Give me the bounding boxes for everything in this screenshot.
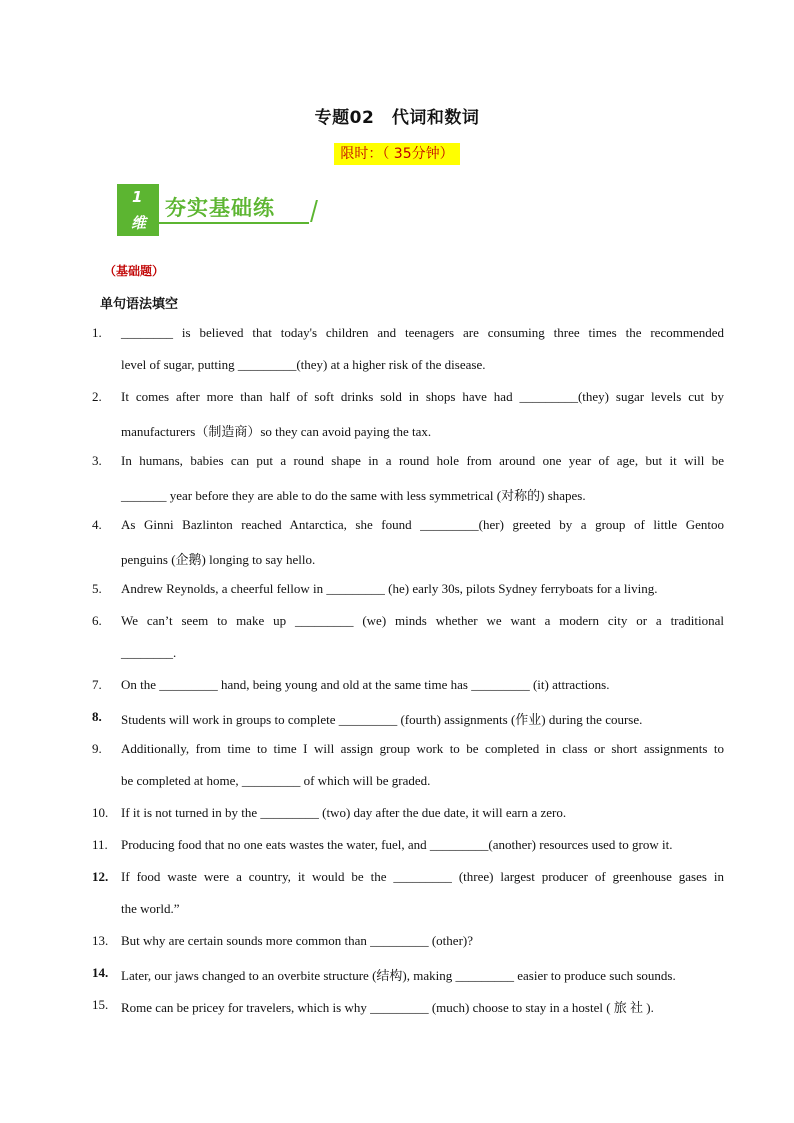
time-limit-label: 限时：（ 35分钟） xyxy=(334,143,459,165)
section-banner xyxy=(117,182,317,242)
question-item xyxy=(0,965,794,997)
question-text-line: manufacturers（制造商）so they can avoid paying the tax. xyxy=(121,424,432,439)
question-number: 3. xyxy=(92,453,102,468)
question-number: 11. xyxy=(92,837,108,852)
question-text-line: As Ginni Bazlinton reached Antarctica, she found _________(her) greeted by a group of little Gentoo xyxy=(121,517,724,532)
question-number: 13. xyxy=(92,933,109,948)
question-number: 4. xyxy=(92,517,102,532)
question-item xyxy=(0,453,794,517)
question-text-line: level of sugar, putting _________(they) at a higher risk of the disease. xyxy=(121,357,486,372)
question-text-line: the world.” xyxy=(121,901,180,916)
question-item xyxy=(0,997,794,1029)
question-item xyxy=(0,389,794,453)
banner-underline xyxy=(159,222,309,224)
question-text-line: If it is not turned in by the _________ (two) day after the due date, it will earn a zero. xyxy=(121,805,567,820)
question-text-line: penguins (企鹅) longing to say hello. xyxy=(121,552,316,567)
question-number: 8. xyxy=(92,709,102,724)
question-text-line: Rome can be pricey for travelers, which is why _________ (much) choose to stay in a hostel ( 旅 社 ). xyxy=(121,1000,654,1015)
question-item xyxy=(0,837,794,869)
question-text-line: Andrew Reynolds, a cheerful fellow in _________ (he) early 30s, pilots Sydney ferryboats for a living. xyxy=(121,581,658,596)
question-number: 7. xyxy=(92,677,102,692)
question-item xyxy=(0,517,794,581)
question-item xyxy=(0,709,794,741)
question-number: 10. xyxy=(92,805,109,820)
badge-text: 维 xyxy=(131,214,147,232)
question-text-line: Producing food that no one eats wastes the water, fuel, and _________(another) resources used to grow it. xyxy=(121,837,673,852)
question-text-line: We can’t seem to make up _________ (we) minds whether we want a modern city or a traditional xyxy=(121,613,724,628)
question-text-line: Later, our jaws changed to an overbite structure (结构), making _________ easier to produce such sounds. xyxy=(121,968,676,983)
question-item xyxy=(0,613,794,677)
section-title: 单句语法填空 xyxy=(100,297,179,312)
question-item xyxy=(0,325,794,389)
question-item xyxy=(0,869,794,933)
question-number: 5. xyxy=(92,581,102,596)
badge-number: 1 xyxy=(132,188,143,206)
question-text-line: be completed at home, _________ of which will be graded. xyxy=(121,773,431,788)
banner-label: 夯实基础练 xyxy=(165,196,275,220)
question-text-line: _______ year before they are able to do the same with less symmetrical (对称的) shapes. xyxy=(121,488,586,503)
question-text-line: If food waste were a country, it would be the _________ (three) largest producer of greenhouse gases in xyxy=(121,869,724,884)
question-text-line: ________. xyxy=(121,645,177,660)
question-text-line: ________ is believed that today's children and teenagers are consuming three times the recommended xyxy=(121,325,724,340)
question-text-line: Additionally, from time to time I will assign group work to be completed in class or short assignments to xyxy=(121,741,724,756)
banner-badge xyxy=(117,184,159,236)
question-number: 15. xyxy=(92,997,109,1012)
question-text-line: But why are certain sounds more common than _________ (other)? xyxy=(121,933,473,948)
question-text-line: On the _________ hand, being young and old at the same time has _________ (it) attractions. xyxy=(121,677,610,692)
question-item xyxy=(0,805,794,837)
question-text-line: It comes after more than half of soft drinks sold in shops have had _________(they) sugar levels cut by xyxy=(121,389,724,404)
question-item xyxy=(0,741,794,805)
question-item xyxy=(0,677,794,709)
question-text-line: Students will work in groups to complete _________ (fourth) assignments (作业) during the course. xyxy=(121,712,643,727)
category-label: （基础题） xyxy=(104,264,165,278)
question-number: 2. xyxy=(92,389,102,404)
question-text-line: In humans, babies can put a round shape in a round hole from around one year of age, but it will be xyxy=(121,453,724,468)
question-number: 12. xyxy=(92,869,109,884)
question-number: 14. xyxy=(92,965,109,980)
page-title: 专题02 代词和数词 xyxy=(314,108,480,128)
question-number: 9. xyxy=(92,741,102,756)
banner-tick-icon xyxy=(302,200,318,222)
question-item xyxy=(0,933,794,965)
question-number: 1. xyxy=(92,325,102,340)
question-number: 6. xyxy=(92,613,102,628)
question-item xyxy=(0,581,794,613)
